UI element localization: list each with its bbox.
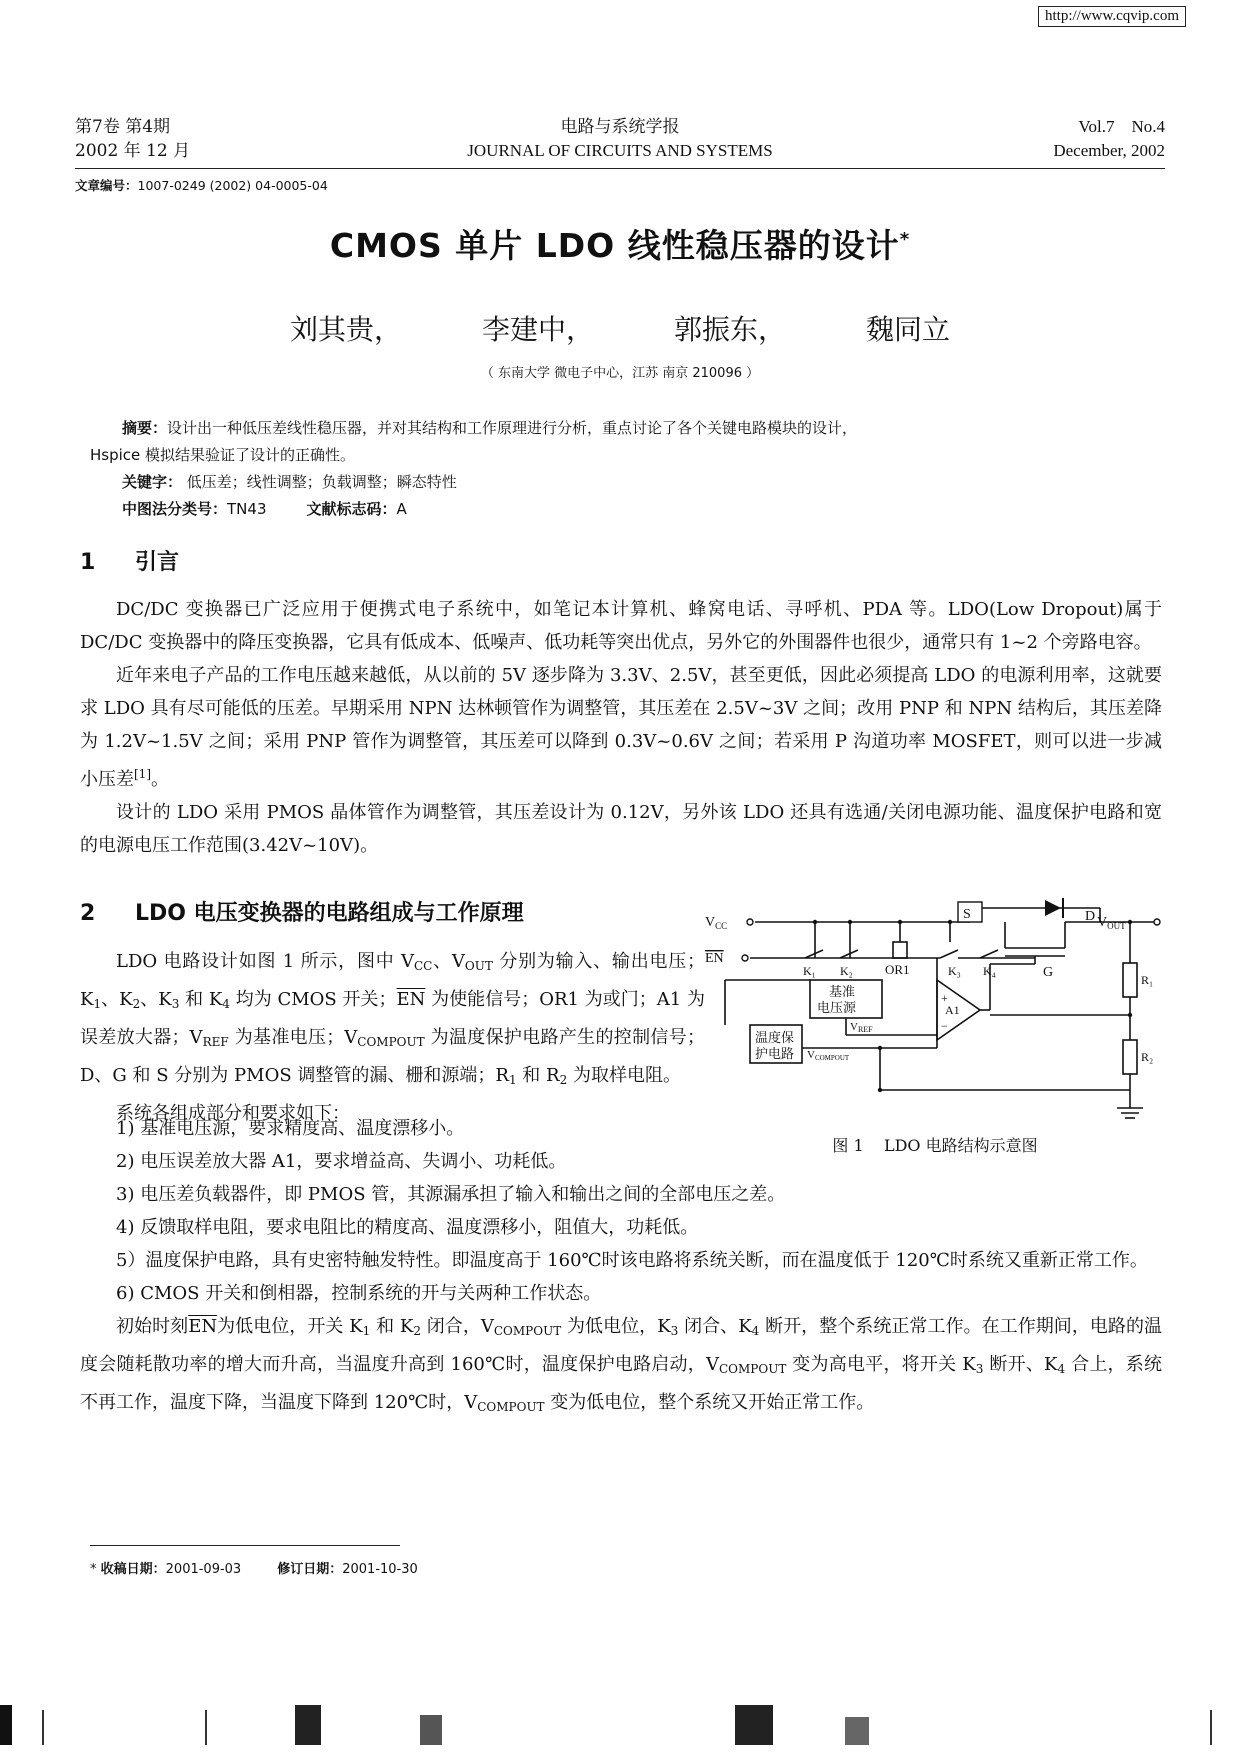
footnote-rule [90,1545,400,1546]
fig-label-k3: K₃ [948,964,961,978]
keywords-label: 关键字： [122,473,183,491]
section-title: 引言 [135,550,180,575]
fig-label-or1: OR1 [885,962,910,977]
author: 刘其贵， [289,313,402,346]
paragraph: 系统各组成部分和要求如下： [116,1103,350,1124]
list-item: 6) CMOS 开关和倒相器，控制系统的开与关两种工作状态。 [116,1283,602,1304]
fig-label-k4: K₄ [983,964,996,978]
fig-label-tp-2: 护电路 [755,1046,795,1061]
paragraph: DC/DC 变换器已广泛应用于便携式电子系统中，如笔记本计算机、蜂窝电话、寻呼机、PDA 等。LDO(Low Dropout)属于 DC/DC 变换器中的降压变换器，它具有低成本、低噪声、低功耗等突出优点，另外它的外围器件也很少，通常只有 1~2 个旁路电容。 [80,599,1162,653]
clc-label: 中图法分类号： [122,500,228,518]
revised-date: 2001-10-30 [342,1562,418,1577]
fig-label-vout: $V_{OUT}$ [1097,915,1126,931]
paragraph: 初始时刻$\overline{EN}$为低电位，开关 $K_1$ 和 $K_2$ 闭合，$V_{COMPOUT}$ 为低电位，$K_3$ 闭合、$K_4$ 断开，整个系统正常工作。在工作期间，电路的温度会随耗散功率的增大而升高，当温度升高到 160℃时，温度保护电路启动，$V_{COMPOUT}$ 变为高电平，将开关 $K_3$ 断开、$K_4$ 合上，系统不再工作，温度下降，当温度下降到 120℃时，$V_{COMPOUT}$ 变为低电位，整个系统又开始正常工作。 [80,1316,1163,1414]
header-date-en: December, 2002 [1053,141,1165,160]
received-label: 收稿日期： [100,1562,166,1577]
fig-label-r1: R₁ [1141,973,1154,987]
fig-label-ref-1: 基准 [829,984,856,999]
header-date-cn: 2002 年 12 月 [75,141,191,161]
fig-label-plus: + [941,991,948,1005]
paragraph: 近年来电子产品的工作电压越来越低，从以前的 5V 逐步降为 3.3V、2.5V，甚至更低，因此必须提高 LDO 的电源利用率，这就要求 LDO 具有尽可能低的压差。早期采用 NPN 达林顿管作为调整管，其压差在 2.5V~3V 之间；改用 PNP 和 NPN 结构后，其压差降为 1.2V~1.5V 之间；采用 PNP 管作为调整管，其压差可以降到 0.3V~0.6V 之间；若采用 P 沟道功率 MOSFET，则可以进一步减小压差[1]。 [80,665,1162,790]
paragraph: LDO 电路设计如图 1 所示，图中 $V_{CC}$、$V_{OUT}$ 分别为输入、输出电压；$K_1$、$K_2$、$K_3$ 和 $K_4$ 均为 CMOS 开关；$\overline{EN}$ 为使能信号；OR1 为或门；A1 为误差放大器；$V_{REF}$ 为基准电压；$V_{COMPOUT}$ 为温度保护电路产生的控制信号；D、G 和 S 分别为 PMOS 调整管的漏、栅和源端；$R_1$ 和 $R_2$ 为取样电阻。 [80,951,705,1087]
header-vol-no: Vol.7 No.4 [1078,117,1165,136]
section-2-intro [80,945,705,1130]
author: 李建中， [481,313,594,346]
header-rule [75,168,1165,169]
fig-label-tp-1: 温度保 [755,1030,795,1045]
source-url[interactable]: http://www.cqvip.com [1038,6,1186,27]
footnote [90,1558,418,1577]
fig-label-vref: VREF [850,1021,873,1034]
section-title: LDO 电压变换器的电路组成与工作原理 [135,901,524,926]
fig-label-a1: A1 [945,1003,960,1017]
fig-label-ref-2: 电压源 [817,1000,857,1015]
list-item: 2) 电压误差放大器 A1，要求增益高、失调小、功耗低。 [116,1151,567,1172]
author: 魏同立 [866,313,951,346]
fig-label-minus: − [941,1019,948,1033]
doc-code-label: 文献标志码： [306,500,397,518]
fig-label-r2: R₂ [1141,1050,1154,1064]
title-footnote-mark: * [899,229,911,250]
list-item: 1) 基准电压源，要求精度高、温度漂移小。 [116,1118,465,1139]
title-text: CMOS 单片 LDO 线性稳压器的设计 [329,226,900,265]
list-item: 5）温度保护电路，具有史密特触发特性。即温度高于 160℃时该电路将系统关断，而在温度低于 120℃时系统又重新正常工作。 [116,1250,1148,1271]
author-list [0,308,1240,348]
section-number: 2 [80,901,96,926]
header-volume-issue: 第7卷 第4期 [75,117,171,137]
scan-artifacts [0,1705,1240,1745]
figure-caption: 图 1 LDO 电路结构示意图 [832,1136,1038,1155]
abstract-line-2: Hspice 模拟结果验证了设计的正确性。 [90,446,356,464]
keywords-text: 低压差；线性调整；负载调整；瞬态特性 [182,473,457,491]
fig-label-k2: K₂ [840,964,853,978]
requirements-list [80,1112,1162,1424]
keywords-line [122,469,1162,496]
list-item: 4) 反馈取样电阻，要求电阻比的精度高、温度漂移小，阻值大，功耗低。 [116,1217,699,1238]
classification-line [122,496,1162,523]
header-journal-cn: 电路与系统学报 [560,117,680,137]
article-number [75,176,328,194]
affiliation: （ 东南大学 微电子中心，江苏 南京 210096 ） [480,366,760,381]
fig-label-vcc: $V_{CC}$ [705,915,728,931]
fig-label-d: D [1085,909,1096,924]
fig-label-g: G [1043,965,1054,980]
fig-label-en: EN [705,951,724,966]
header-journal-en: JOURNAL OF CIRCUITS AND SYSTEMS [467,141,773,160]
abstract-line [122,415,1162,442]
header-vol-en [1053,115,1165,163]
received-date: 2001-09-03 [165,1562,242,1577]
clc-value: TN43 [227,500,267,518]
article-number-label: 文章编号： [75,178,138,193]
page-title [0,220,1240,267]
citation-ref[interactable]: [1] [134,767,151,781]
section-1-heading [80,545,179,576]
section-2-heading [80,896,524,927]
fig-label-s: S [963,907,971,922]
article-number-value: 1007-0249 (2002) 04-0005-04 [137,178,328,193]
section-1-body [80,593,1162,862]
abstract-label: 摘要： [122,419,168,437]
list-item: 3) 电压差负载器件，即 PMOS 管，其源漏承担了输入和输出之间的全部电压之差。 [116,1184,786,1205]
revised-label: 修订日期： [277,1562,343,1577]
abstract-block [90,415,1162,523]
fig-label-vcompout: VCOMPOUT [807,1049,850,1062]
section-number: 1 [80,550,96,575]
abstract-text: 设计出一种低压差线性稳压器，并对其结构和工作原理进行分析，重点讨论了各个关键电路模块的设计， [167,419,858,437]
fig-label-k1: K₁ [803,964,816,978]
footnote-mark: * [90,1562,101,1577]
ldo-circuit-diagram [705,880,1165,1140]
author: 郭振东， [674,313,787,346]
paragraph: 设计的 LDO 采用 PMOS 晶体管作为调整管，其压差设计为 0.12V，另外该 LDO 还具有选通/关闭电源功能、温度保护电路和宽的电源电压工作范围(3.42V~10V)。 [80,802,1162,856]
doc-code-value: A [396,500,407,518]
